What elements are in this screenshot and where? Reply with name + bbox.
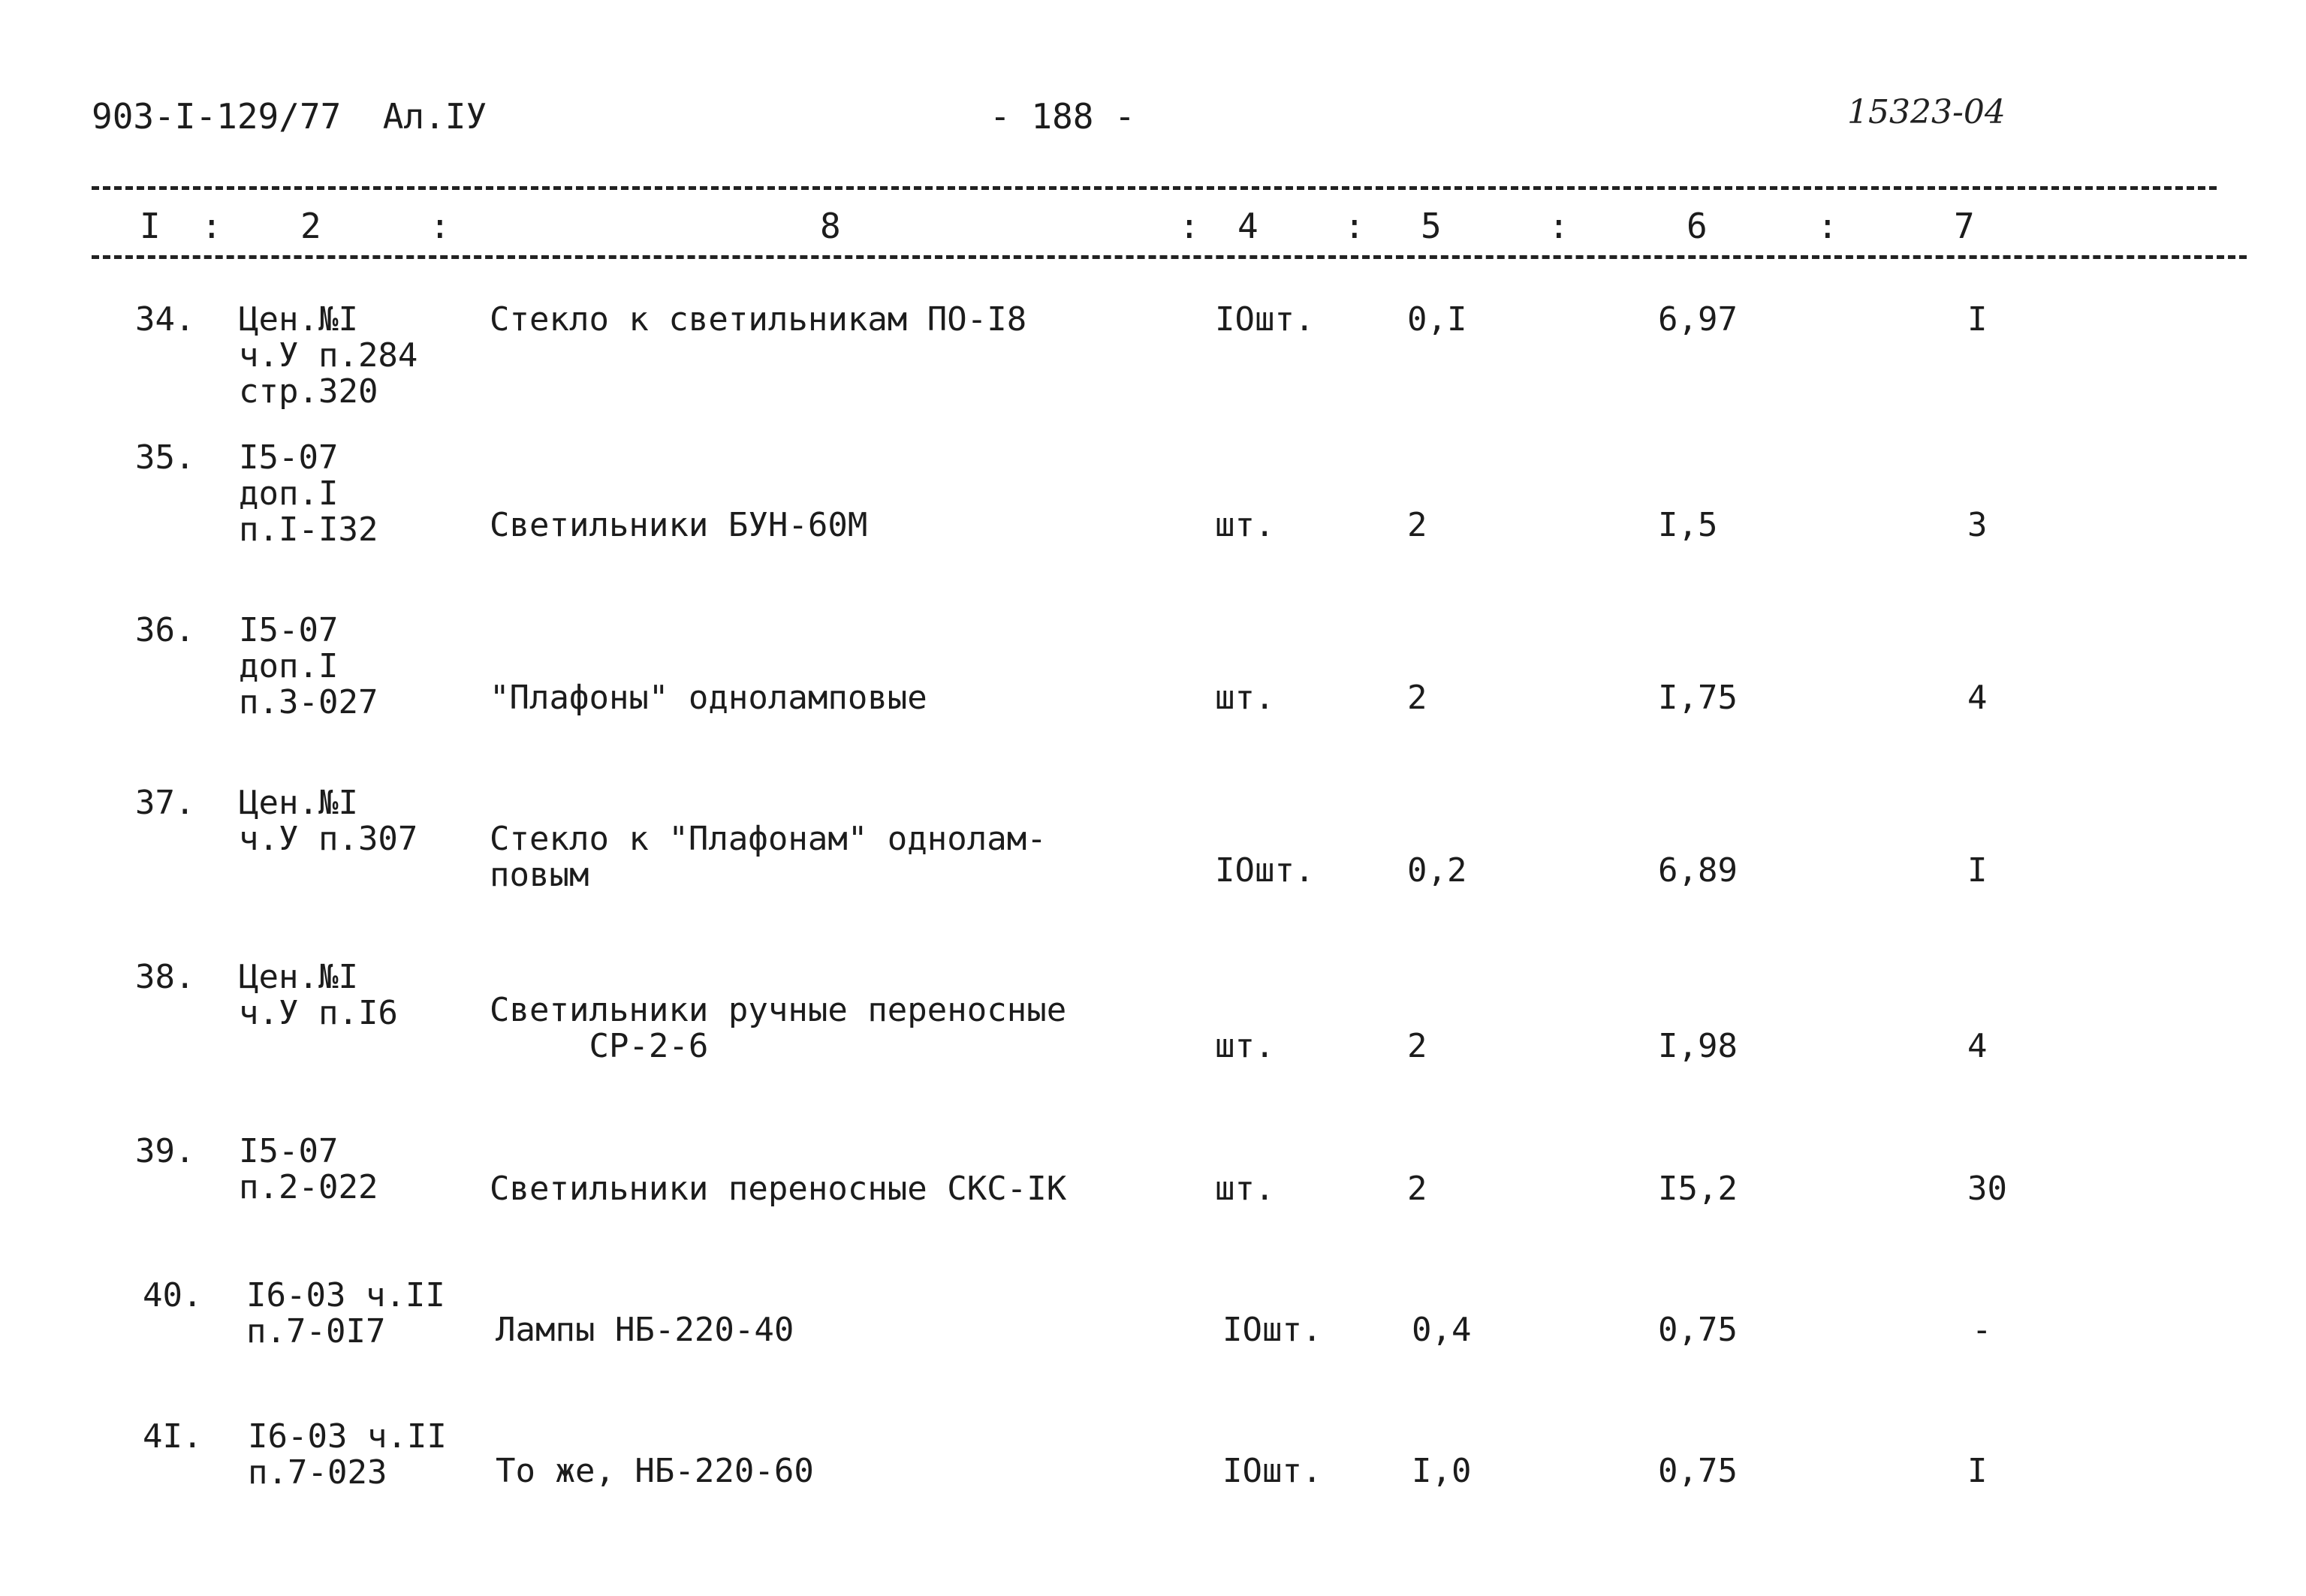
reference-cell: I6-03 ч.II п.7-0I7 [246,1276,445,1351]
col-header-7: 7 [1954,206,1975,246]
row-number: 36. [135,611,195,649]
col-separator: : [1179,206,1200,246]
table-top-rule [92,186,2217,190]
col-header-4: 4 [1237,206,1259,246]
row-number: 39. [135,1132,195,1170]
item-name-cell: "Плафоны" однолампoвые [490,679,927,717]
row-number: 40. [143,1276,203,1314]
row-number: 37. [135,784,195,822]
price-cell: I,98 [1658,1027,1738,1065]
unit-cell: шт. [1215,679,1275,717]
col-header-3: 8 [820,206,841,246]
col-header-6: 6 [1687,206,1708,246]
price-cell: I,5 [1658,506,1718,544]
quantity-cell: 2 [1407,1027,1427,1065]
col7-cell: 4 [1967,1027,1988,1065]
col7-cell: I [1967,851,1988,890]
reference-cell: Цен.№I ч.У п.284 стр.320 [239,300,418,411]
price-cell: 0,75 [1658,1311,1738,1349]
unit-cell: IОшт. [1222,1452,1322,1490]
reference-cell: Цен.№I ч.У п.I6 [239,958,398,1032]
unit-cell: IОшт. [1222,1311,1322,1349]
reference-cell: I5-07 доп.I п.I-I32 [239,438,378,549]
col7-cell: 4 [1967,679,1988,717]
unit-cell: шт. [1215,506,1275,544]
price-cell: 0,75 [1658,1452,1738,1490]
row-number: 34. [135,300,195,339]
col-separator: : [201,206,222,246]
price-cell: I,75 [1658,679,1738,717]
quantity-cell: 2 [1407,679,1427,717]
price-cell: I5,2 [1658,1170,1738,1208]
reference-cell: I5-07 п.2-022 [239,1132,378,1206]
item-name-cell: Светильники ручные переносные СР-2-6 [490,991,1067,1065]
unit-cell: IОшт. [1215,851,1315,890]
col-separator: : [1548,206,1569,246]
price-cell: 6,89 [1658,851,1738,890]
table-header-rule [92,255,2247,259]
unit-cell: шт. [1215,1027,1275,1065]
item-name-cell: То же, НБ-220-60 [496,1452,814,1490]
price-cell: 6,97 [1658,300,1738,339]
col7-cell: 30 [1967,1170,2007,1208]
col-separator: : [1817,206,1838,246]
quantity-cell: 0,4 [1412,1311,1472,1349]
unit-cell: шт. [1215,1170,1275,1208]
col-header-1: I [140,206,161,246]
row-number: 4I. [143,1417,203,1456]
item-name-cell: Лампы НБ-220-40 [496,1311,794,1349]
col-separator: : [1344,206,1365,246]
col-header-2: 2 [300,206,321,246]
item-name-cell: Стекло к "Плафонам" однолам- повым [490,820,1047,894]
item-name-cell: Светильники переносные СКС-IК [490,1170,1067,1208]
page-number: - 188 - [990,96,1135,137]
document-code: 903-I-129/77 Ал.IУ [92,96,487,137]
reference-cell: I6-03 ч.II п.7-023 [248,1417,447,1492]
reference-cell: Цен.№I ч.У п.307 [239,784,418,858]
col7-cell: I [1967,1452,1988,1490]
col7-cell: 3 [1967,506,1988,544]
archive-number: 15323-04 [1847,93,2006,131]
col-separator: : [430,206,451,246]
item-name-cell: Светильники БУН-60М [490,506,868,544]
col7-cell: I [1967,300,1988,339]
quantity-cell: 2 [1407,1170,1427,1208]
quantity-cell: I,0 [1412,1452,1472,1490]
quantity-cell: 0,2 [1407,851,1467,890]
quantity-cell: 2 [1407,506,1427,544]
col7-cell: - [1972,1311,1992,1349]
row-number: 35. [135,438,195,477]
unit-cell: IОшт. [1215,300,1315,339]
row-number: 38. [135,958,195,996]
col-header-5: 5 [1421,206,1442,246]
quantity-cell: 0,I [1407,300,1467,339]
item-name-cell: Стекло к светильникам ПО-I8 [490,300,1027,339]
reference-cell: I5-07 доп.I п.3-027 [239,611,378,721]
